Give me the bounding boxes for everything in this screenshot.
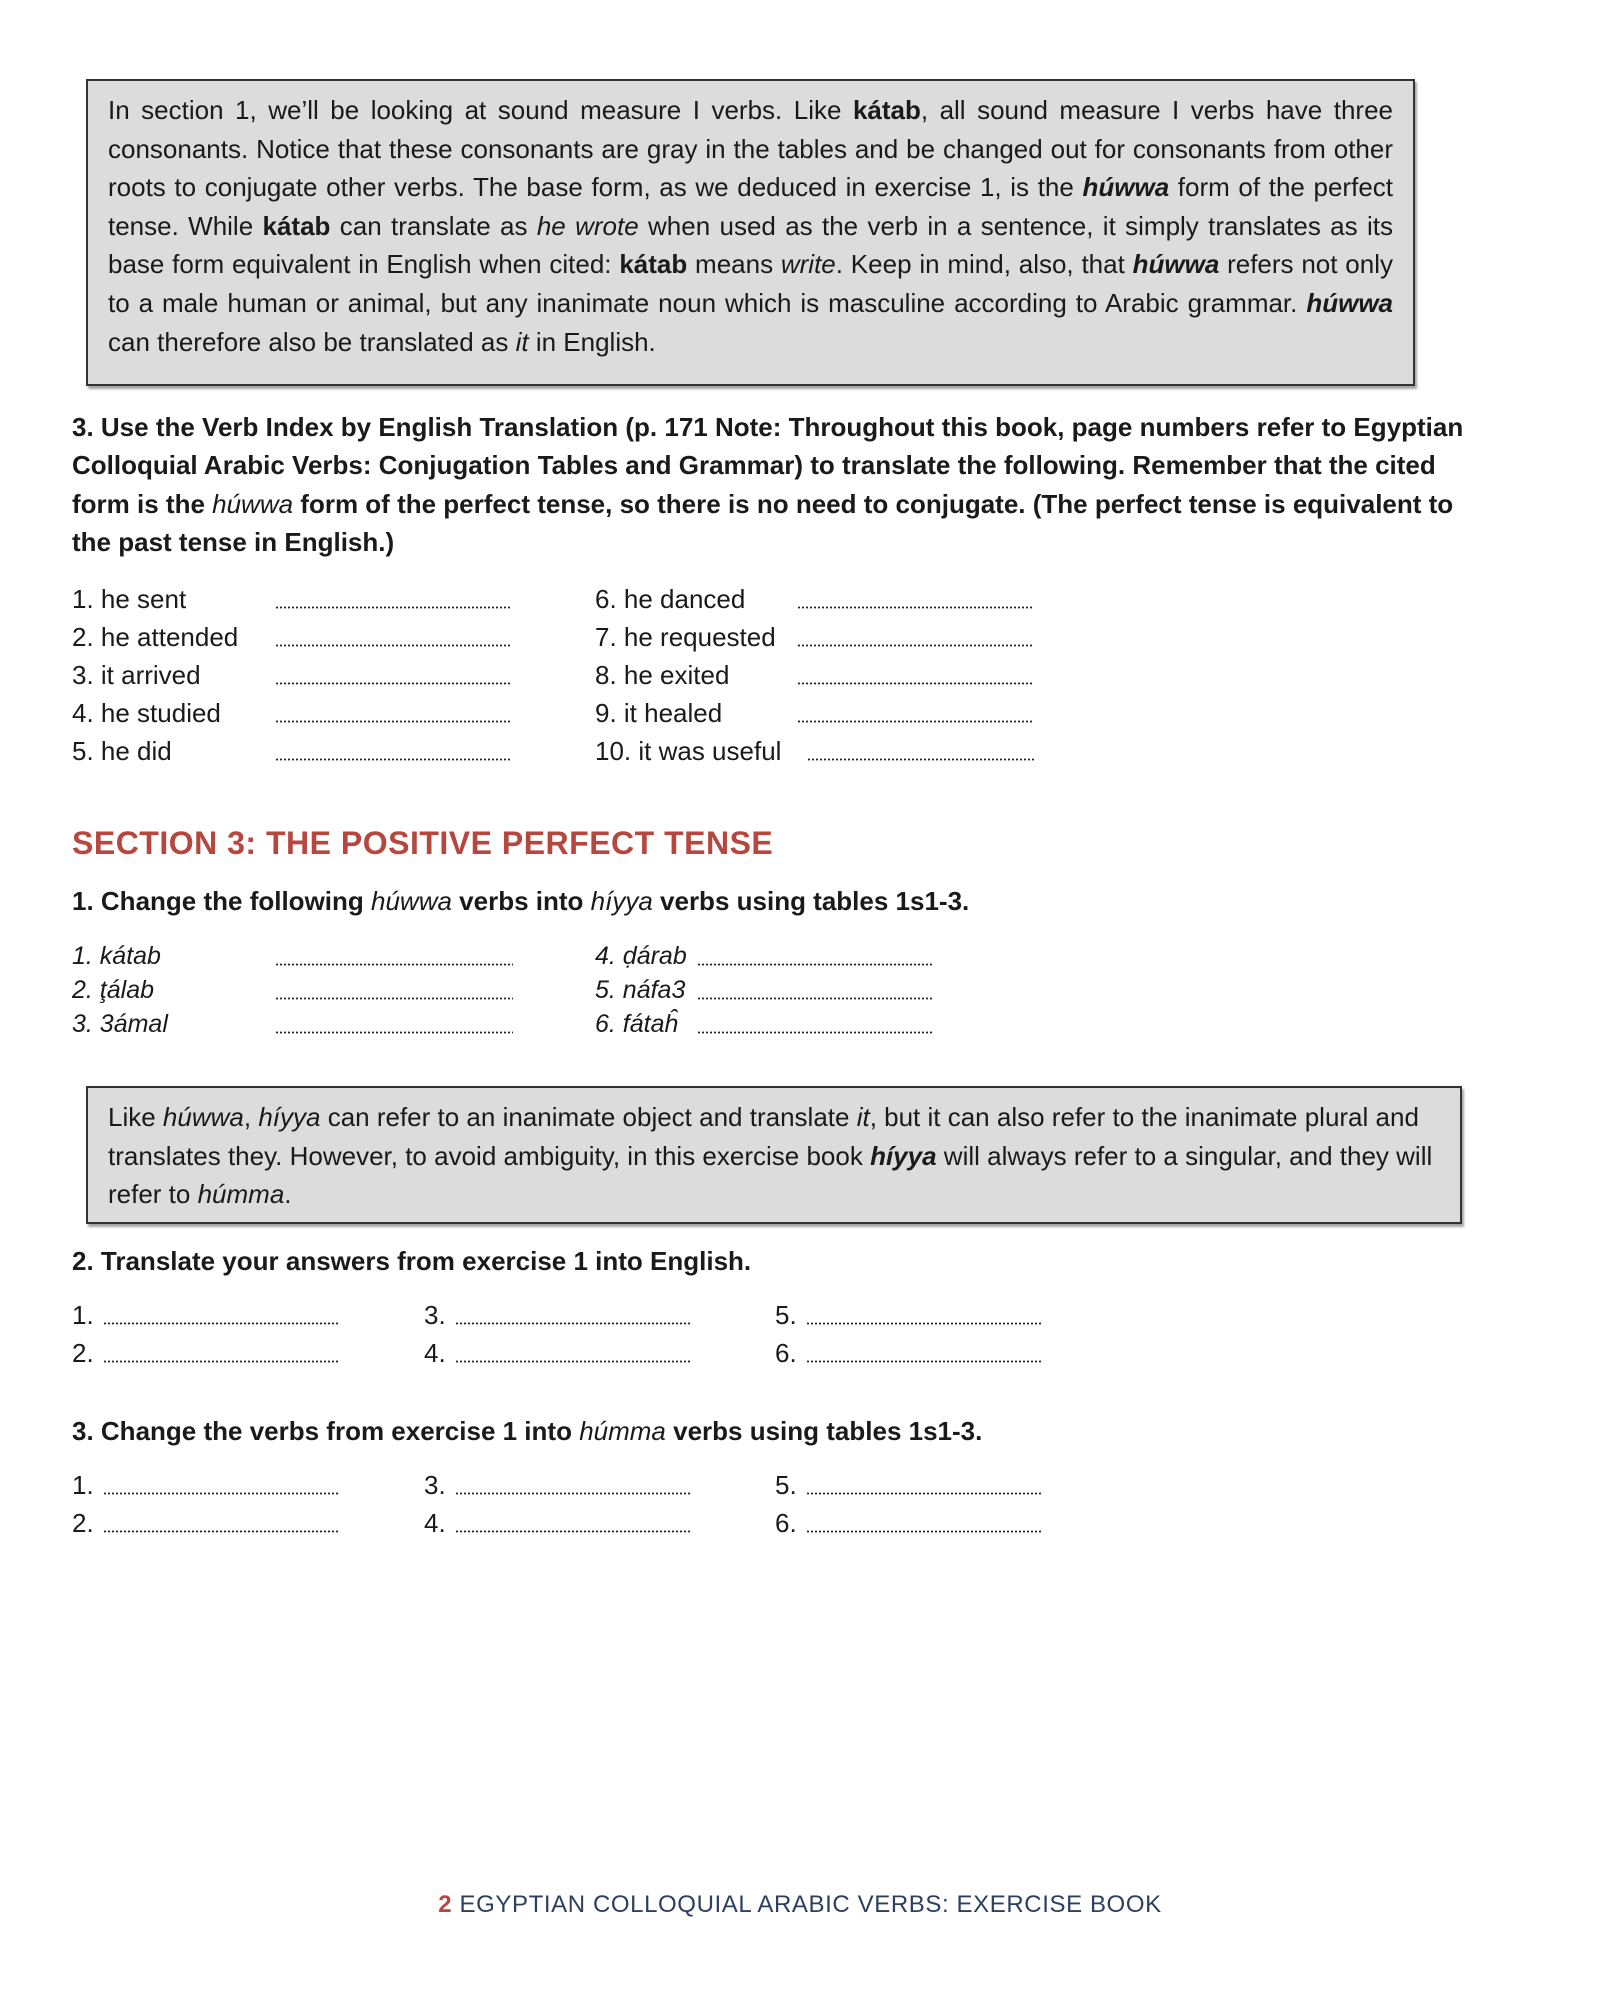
answer-blank[interactable]: [697, 963, 933, 966]
verb-item-3: 3. 3ámal: [72, 1010, 168, 1038]
answer-item-6: 6.: [775, 1338, 797, 1368]
answer-blank[interactable]: [455, 1322, 691, 1325]
answer-blank[interactable]: [697, 997, 933, 1000]
verb-item-1: 1. kátab: [72, 942, 161, 970]
answer-item-2: 2.: [72, 1508, 94, 1538]
answer-blank[interactable]: [103, 1492, 339, 1495]
answer-item-4: 4.: [424, 1338, 446, 1368]
answer-blank[interactable]: [797, 720, 1033, 723]
answer-item-5: 5.: [775, 1300, 797, 1330]
answer-item-3: 3.: [424, 1300, 446, 1330]
section-3-exercise-2-instructions: 2. Translate your answers from exercise 1 into English.: [72, 1246, 752, 1276]
exercise-3-item-7: 7. he requested: [595, 622, 776, 652]
answer-item-5: 5.: [775, 1470, 797, 1500]
exercise-3-item-5: 5. he did: [72, 736, 172, 766]
answer-blank[interactable]: [806, 1322, 1042, 1325]
answer-blank[interactable]: [797, 682, 1033, 685]
answer-blank[interactable]: [275, 1031, 513, 1034]
answer-blank[interactable]: [807, 758, 1035, 761]
note-box-hiyya: [86, 1086, 1462, 1224]
book-title: EGYPTIAN COLLOQUIAL ARABIC VERBS: EXERCISE BOOK: [459, 1891, 1162, 1918]
answer-blank[interactable]: [455, 1360, 691, 1363]
answer-blank[interactable]: [455, 1530, 691, 1533]
answer-blank[interactable]: [275, 997, 513, 1000]
answer-blank[interactable]: [103, 1530, 339, 1533]
answer-item-6: 6.: [775, 1508, 797, 1538]
answer-blank[interactable]: [275, 644, 511, 647]
note-paragraph: Like húwwa, híyya can refer to an inanimate object and translate it, but it can also refer to the inanimate plural and translates they. However, to avoid ambiguity, in this exercise book híyya will always refer to a singular, and they will refer to húmma.: [108, 1102, 1433, 1210]
verb-item-5: 5. náfa3: [595, 976, 686, 1004]
answer-blank[interactable]: [275, 606, 511, 609]
exercise-3-instructions: 3. Use the Verb Index by English Translation (p. 171 Note: Throughout this book, page numbers refer to Egyptian Colloquial Arabic Verbs: Conjugation Tables and Grammar) to translate the following. Remember that the cited form is the húwwa form of the perfect tense, so there is no need to conjugate. (The perfect tense is equivalent to the past tense in English.): [72, 412, 1464, 558]
exercise-3-item-3: 3. it arrived: [72, 660, 201, 690]
page-number: 2: [438, 1891, 453, 1918]
exercise-3-item-6: 6. he danced: [595, 584, 746, 614]
verb-item-6: 6. fátaĥ: [595, 1010, 679, 1038]
answer-item-1: 1.: [72, 1470, 94, 1500]
exercise-3-item-10: 10. it was useful: [595, 736, 782, 766]
answer-item-4: 4.: [424, 1508, 446, 1538]
note-paragraph: In section 1, we’ll be looking at sound measure I verbs. Like kátab, all sound measure I verbs have three consonants. Notice that these consonants are gray in the tables and be changed out for consonants from other roots to conjugate other verbs. The base form, as we deduced in exercise 1, is the húwwa form of the perfect tense. While kátab can translate as he wrote when used as the verb in a sentence, it simply translates as its base form equivalent in English when cited: kátab means write. Keep in mind, also, that húwwa refers not only to a male human or animal, but any inanimate noun which is masculine according to Arabic grammar. húwwa can therefore also be translated as it in English.: [108, 95, 1393, 357]
answer-blank[interactable]: [806, 1360, 1042, 1363]
section-3-exercise-1-instructions: 1. Change the following húwwa verbs into híyya verbs using tables 1s1-3.: [72, 886, 970, 916]
exercise-3-item-9: 9. it healed: [595, 698, 723, 728]
answer-item-3: 3.: [424, 1470, 446, 1500]
verb-item-2: 2. ţálab: [72, 976, 155, 1004]
answer-blank[interactable]: [806, 1492, 1042, 1495]
answer-blank[interactable]: [275, 682, 511, 685]
answer-blank[interactable]: [275, 720, 511, 723]
answer-blank[interactable]: [103, 1360, 339, 1363]
answer-blank[interactable]: [455, 1492, 691, 1495]
verb-item-4: 4. ḍárab: [595, 942, 687, 970]
answer-item-2: 2.: [72, 1338, 94, 1368]
exercise-3-item-1: 1. he sent: [72, 584, 187, 614]
exercise-3-item-8: 8. he exited: [595, 660, 730, 690]
answer-blank[interactable]: [103, 1322, 339, 1325]
answer-item-1: 1.: [72, 1300, 94, 1330]
answer-blank[interactable]: [797, 606, 1033, 609]
section-3-exercise-3-instructions: 3. Change the verbs from exercise 1 into húmma verbs using tables 1s1-3.: [72, 1416, 983, 1446]
page-footer: [0, 1891, 1600, 1919]
answer-blank[interactable]: [806, 1530, 1042, 1533]
exercise-3-item-2: 2. he attended: [72, 622, 239, 652]
answer-blank[interactable]: [797, 644, 1033, 647]
note-box-sound-measure-verbs: [86, 79, 1415, 386]
answer-blank[interactable]: [275, 963, 513, 966]
section-3-heading: SECTION 3: THE POSITIVE PERFECT TENSE: [72, 825, 774, 861]
exercise-3-item-4: 4. he studied: [72, 698, 221, 728]
answer-blank[interactable]: [697, 1031, 933, 1034]
answer-blank[interactable]: [275, 758, 511, 761]
